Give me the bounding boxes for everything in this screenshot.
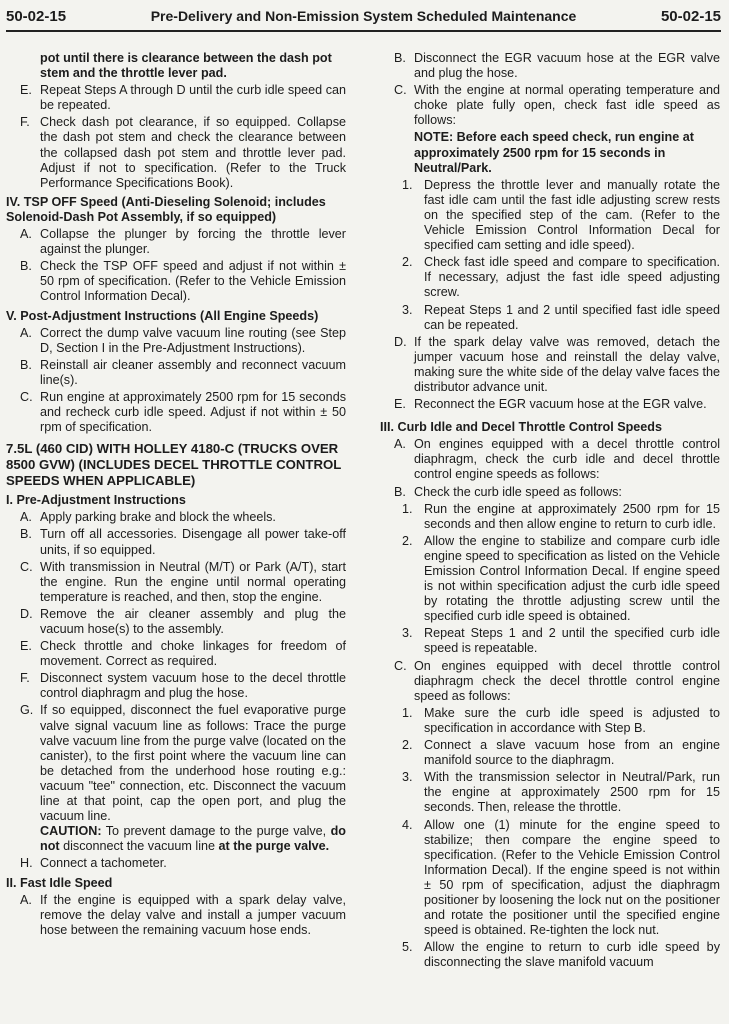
step-label: 4.	[402, 817, 413, 832]
step-text	[40, 703, 346, 854]
step-text: Check fast idle speed and compare to specification. If necessary, adjust the fast idle speed adjusting screw.	[424, 255, 720, 300]
step-label: C.	[20, 559, 33, 574]
step-a	[6, 510, 346, 525]
step-b	[380, 51, 720, 81]
step-text: Run the engine at approximately 2500 rpm for 15 seconds and then allow engine to return to curb idle.	[424, 501, 720, 531]
step-f	[6, 115, 346, 190]
step-text: Disconnect system vacuum hose to the decel throttle control diaphragm and plug the hose.	[40, 671, 346, 701]
step-label: 5.	[402, 940, 413, 955]
step-label: B.	[394, 51, 406, 65]
step-text: Allow one (1) minute for the engine speed to stabilize; then compare the engine speed to specification. (Refer to the Vehicle Emission Control Information Decal). If the engine speed is not within ± 50 rpm of specification, adjust the diaphragm positioner by loosening the lock nut on the positioner and rotate the positioner until the specified engine speed is obtained. Re-tighten the lock nut.	[424, 817, 720, 938]
step-e	[6, 83, 346, 113]
sub-step-3	[380, 626, 720, 656]
sub-step-3	[380, 303, 720, 333]
step-label: F.	[20, 671, 30, 686]
page-title: Pre-Delivery and Non-Emission System Scheduled Maintenance	[150, 8, 577, 24]
step-a	[6, 326, 346, 356]
step-text: Connect a tachometer.	[40, 856, 167, 871]
step-label: D.	[20, 606, 33, 621]
step-label: A.	[20, 325, 32, 340]
page-header	[6, 6, 721, 30]
step-label: B.	[20, 357, 32, 372]
step-c	[380, 659, 720, 704]
sub-step-4	[380, 818, 720, 939]
step-label: 1.	[402, 501, 413, 516]
sub-step-1	[380, 706, 720, 736]
step-label: 2.	[402, 738, 413, 753]
step-text: Make sure the curb idle speed is adjusted to specification in accordance with Step B.	[424, 705, 720, 735]
step-label: C.	[394, 83, 407, 98]
step-text: Connect a slave vacuum hose from an engine manifold source to the diaphragm.	[424, 738, 720, 768]
step-text: Remove the air cleaner assembly and plug the vacuum hose(s) to the assembly.	[40, 606, 346, 636]
step-a	[6, 893, 346, 938]
step-g	[6, 703, 346, 854]
step-label: C.	[394, 658, 407, 673]
step-text: Check throttle and choke linkages for freedom of movement. Correct as required.	[40, 639, 346, 669]
page-number-right: 50-02-15	[660, 8, 721, 25]
sub-step-2	[380, 255, 720, 300]
sub-step-2	[380, 738, 720, 768]
step-text: Correct the dump valve vacuum line routing (see Step D, Section I in the Pre-Adjustment Instructions).	[40, 325, 346, 355]
section-heading-pre-adjustment: I. Pre-Adjustment Instructions	[6, 493, 186, 508]
engine-section-heading: 7.5L (460 CID) WITH HOLLEY 4180-C (TRUCKS OVER 8500 GVW) (INCLUDES DECEL THROTTLE CONTROL SPEEDS WHEN APPLICABLE)	[6, 441, 342, 489]
step-label: H.	[20, 856, 33, 871]
step-label: 3.	[402, 770, 413, 785]
step-label: B.	[394, 484, 406, 499]
step-b	[380, 485, 720, 500]
step-label: 2.	[402, 533, 413, 548]
sub-step-5	[380, 940, 720, 970]
step-text: Depress the throttle lever and manually rotate the fast idle cam until the fast idle adjusting screw rests on the specified step of the cam. (Refer to the Vehicle Emission Control Information Decal for specified cam setting and idle speed).	[424, 177, 720, 253]
step-text: Disconnect the EGR vacuum hose at the EGR valve and plug the hose.	[414, 51, 720, 81]
step-text: Repeat Steps 1 and 2 until specified fast idle speed can be repeated.	[424, 302, 720, 332]
step-label: A.	[20, 510, 32, 525]
caution-text: To prevent damage to the purge valve,	[105, 824, 327, 839]
step-text: Allow the engine to stabilize and compare curb idle engine speed to specification as listed on the Vehicle Emission Control Information Decal. If engine speed is not within specification adjust the curb idle speed by rotating the throttle adjusting screw until the specified curb idle speed is obtained.	[424, 533, 720, 624]
step-text: Turn off all accessories. Disengage all power take-off units, if so equipped.	[40, 527, 346, 557]
step-c	[380, 83, 720, 128]
step-text: Allow the engine to return to curb idle speed by disconnecting the slave manifold vacuum	[424, 940, 720, 970]
step-text: If the engine is equipped with a spark delay valve, remove the delay valve and install a jumper vacuum hose between the remaining vacuum hose ends.	[40, 892, 346, 937]
step-text: Check the TSP OFF speed and adjust if not within ± 50 rpm of specification. (Refer to the Vehicle Emission Control Information Decal).	[40, 259, 346, 304]
step-text: With transmission in Neutral (M/T) or Park (A/T), start the engine. Run the engine until normal operating temperature is reached, and then, stop the engine.	[40, 559, 346, 604]
sub-step-3	[380, 770, 720, 815]
step-text: With the transmission selector in Neutral/Park, run the engine at approximately 2500 rpm for 15 seconds. Then, release the throttle.	[424, 770, 720, 815]
step-label: 3.	[402, 626, 413, 641]
step-d	[380, 335, 720, 395]
header-rule	[6, 30, 721, 32]
continued-text: pot until there is clearance between the dash pot stem and the throttle lever pad.	[40, 51, 332, 81]
step-label: G.	[20, 703, 34, 718]
section-heading-post-adjustment: V. Post-Adjustment Instructions (All Engine Speeds)	[6, 308, 319, 323]
step-e	[380, 397, 720, 412]
step-text: Check the curb idle speed as follows:	[414, 484, 622, 499]
step-text: Check dash pot clearance, if so equipped. Collapse the dash pot stem and check the clearance between the collapsed dash pot stem and throttle lever pad. Adjust if not to specification. (Refer to the Truck Performance Specifications Book).	[40, 115, 346, 190]
step-label: C.	[20, 389, 33, 404]
caution-text-2: disconnect the vacuum line	[63, 839, 216, 854]
right-column	[380, 51, 720, 972]
step-text: Repeat Steps A through D until the curb idle speed can be repeated.	[40, 83, 346, 113]
page-number-left: 50-02-15	[6, 8, 67, 25]
step-c	[6, 390, 346, 435]
step-text: If the spark delay valve was removed, detach the jumper vacuum hose and reinstall the delay valve, making sure the white side of the delay valve faces the distributor advance unit.	[414, 334, 720, 394]
step-a	[6, 227, 346, 257]
step-text: Reconnect the EGR vacuum hose at the EGR valve.	[414, 397, 707, 412]
sub-step-1	[380, 178, 720, 253]
step-text: On engines equipped with a decel throttle control diaphragm, check the curb idle and decel throttle control engine speeds as follows:	[414, 437, 720, 482]
step-label: E.	[20, 83, 32, 98]
step-text: Apply parking brake and block the wheels.	[40, 510, 276, 525]
step-label: 1.	[402, 177, 413, 192]
step-e	[6, 639, 346, 669]
step-text: With the engine at normal operating temperature and choke plate fully open, check fast idle speed as follows:	[414, 83, 720, 128]
step-label: 1.	[402, 705, 413, 720]
step-label: A.	[394, 437, 406, 452]
step-label: B.	[20, 527, 32, 542]
step-label: 2.	[402, 255, 413, 270]
step-label: D.	[394, 334, 407, 349]
note: NOTE: Before each speed check, run engine at approximately 2500 rpm for 15 seconds in Neutral/Park.	[414, 130, 694, 175]
step-label: E.	[20, 639, 32, 654]
step-label: A.	[20, 227, 32, 242]
step-label: E.	[394, 397, 406, 412]
step-a	[380, 437, 720, 482]
step-b	[6, 527, 346, 557]
step-label: A.	[20, 892, 32, 907]
step-label: B.	[20, 259, 32, 274]
caution-label: CAUTION:	[40, 824, 102, 839]
step-text: Collapse the plunger by forcing the throttle lever against the plunger.	[40, 227, 346, 257]
step-h	[6, 856, 346, 871]
step-d	[6, 607, 346, 637]
step-g-text: If so equipped, disconnect the fuel evaporative purge valve signal vacuum line as follows: Trace the purge valve vacuum line from the purge valve (located on the canister), to the first point where the vacuum line can be detached from the underhood hose routing e.g.: vacuum "tee" connection, etc. Disconnect the vacuum line at that point, cap the open port, and plug the vacuum line.	[40, 703, 346, 824]
step-text: On engines equipped with decel throttle control diaphragm check the decel throttle control engine speed as follows:	[414, 658, 720, 703]
step-text: Repeat Steps 1 and 2 until the specified curb idle speed is repeatable.	[424, 626, 720, 656]
step-label: 3.	[402, 302, 413, 317]
section-heading-fast-idle: II. Fast Idle Speed	[6, 875, 113, 890]
caution-bold-end: at the purge valve.	[218, 839, 330, 854]
sub-step-1	[380, 502, 720, 532]
step-label: F.	[20, 115, 30, 130]
step-b	[6, 259, 346, 304]
step-text: Run engine at approximately 2500 rpm for 15 seconds and recheck curb idle speed. Adjust if not within ± 50 rpm of specification.	[40, 389, 346, 435]
left-column	[6, 51, 346, 940]
caution-do-not: do not	[40, 824, 346, 854]
section-heading-tsp-off: IV. TSP OFF Speed (Anti-Dieseling Solenoid; includes Solenoid-Dash Pot Assembly, if so equipped)	[6, 194, 326, 224]
step-f	[6, 671, 346, 701]
section-heading-curb-idle: III. Curb Idle and Decel Throttle Control Speeds	[380, 420, 662, 435]
step-text: Reinstall air cleaner assembly and reconnect vacuum line(s).	[40, 357, 346, 387]
step-c	[6, 560, 346, 605]
step-b	[6, 358, 346, 388]
sub-step-2	[380, 534, 720, 625]
